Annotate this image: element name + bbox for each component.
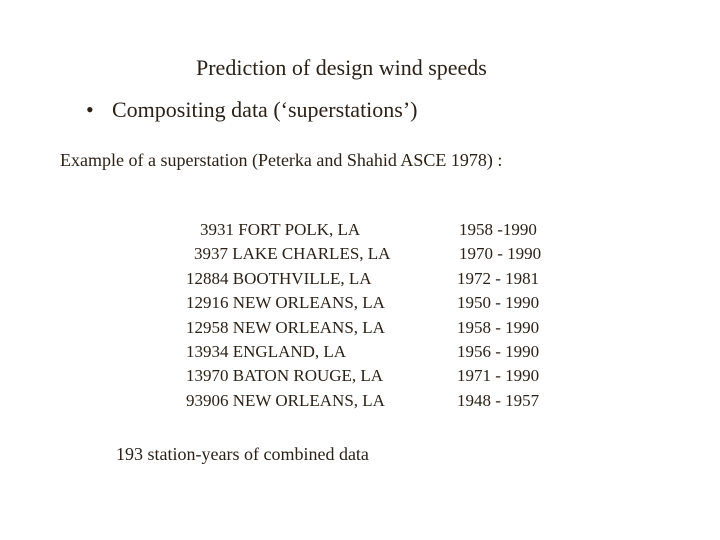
station-name: 13970 BATON ROUGE, LA <box>186 366 384 386</box>
station-years: 1958 - 1990 <box>457 317 540 337</box>
years-list <box>455 218 565 413</box>
station-name: 12916 NEW ORLEANS, LA <box>186 293 385 313</box>
summary-text: 193 station-years of combined data <box>116 444 369 464</box>
station-name: 13934 ENGLAND, LA <box>186 341 347 361</box>
station-years: 1948 - 1957 <box>457 390 540 410</box>
bullet-item <box>86 96 418 124</box>
bullet-text: Compositing data (‘superstations’) <box>112 97 418 122</box>
station-name: 3931 FORT POLK, LA <box>200 220 361 239</box>
station-name: 93906 NEW ORLEANS, LA <box>186 390 385 410</box>
station-years: 1950 - 1990 <box>457 293 540 313</box>
station-years: 1972 - 1981 <box>457 268 540 288</box>
station-name: 3937 LAKE CHARLES, LA <box>194 244 391 264</box>
station-name: 12958 NEW ORLEANS, LA <box>186 317 385 337</box>
station-years: 1971 - 1990 <box>457 366 540 386</box>
station-name: 12884 BOOTHVILLE, LA <box>186 268 372 288</box>
example-caption: Example of a superstation (Peterka and Shahid ASCE 1978) : <box>60 150 503 170</box>
station-years: 1958 -1990 <box>459 220 537 239</box>
bullet-icon: • <box>86 97 94 122</box>
slide-title: Prediction of design wind speeds <box>196 55 487 80</box>
station-years: 1956 - 1990 <box>457 341 540 361</box>
station-years: 1970 - 1990 <box>459 244 542 264</box>
station-list <box>186 218 446 413</box>
